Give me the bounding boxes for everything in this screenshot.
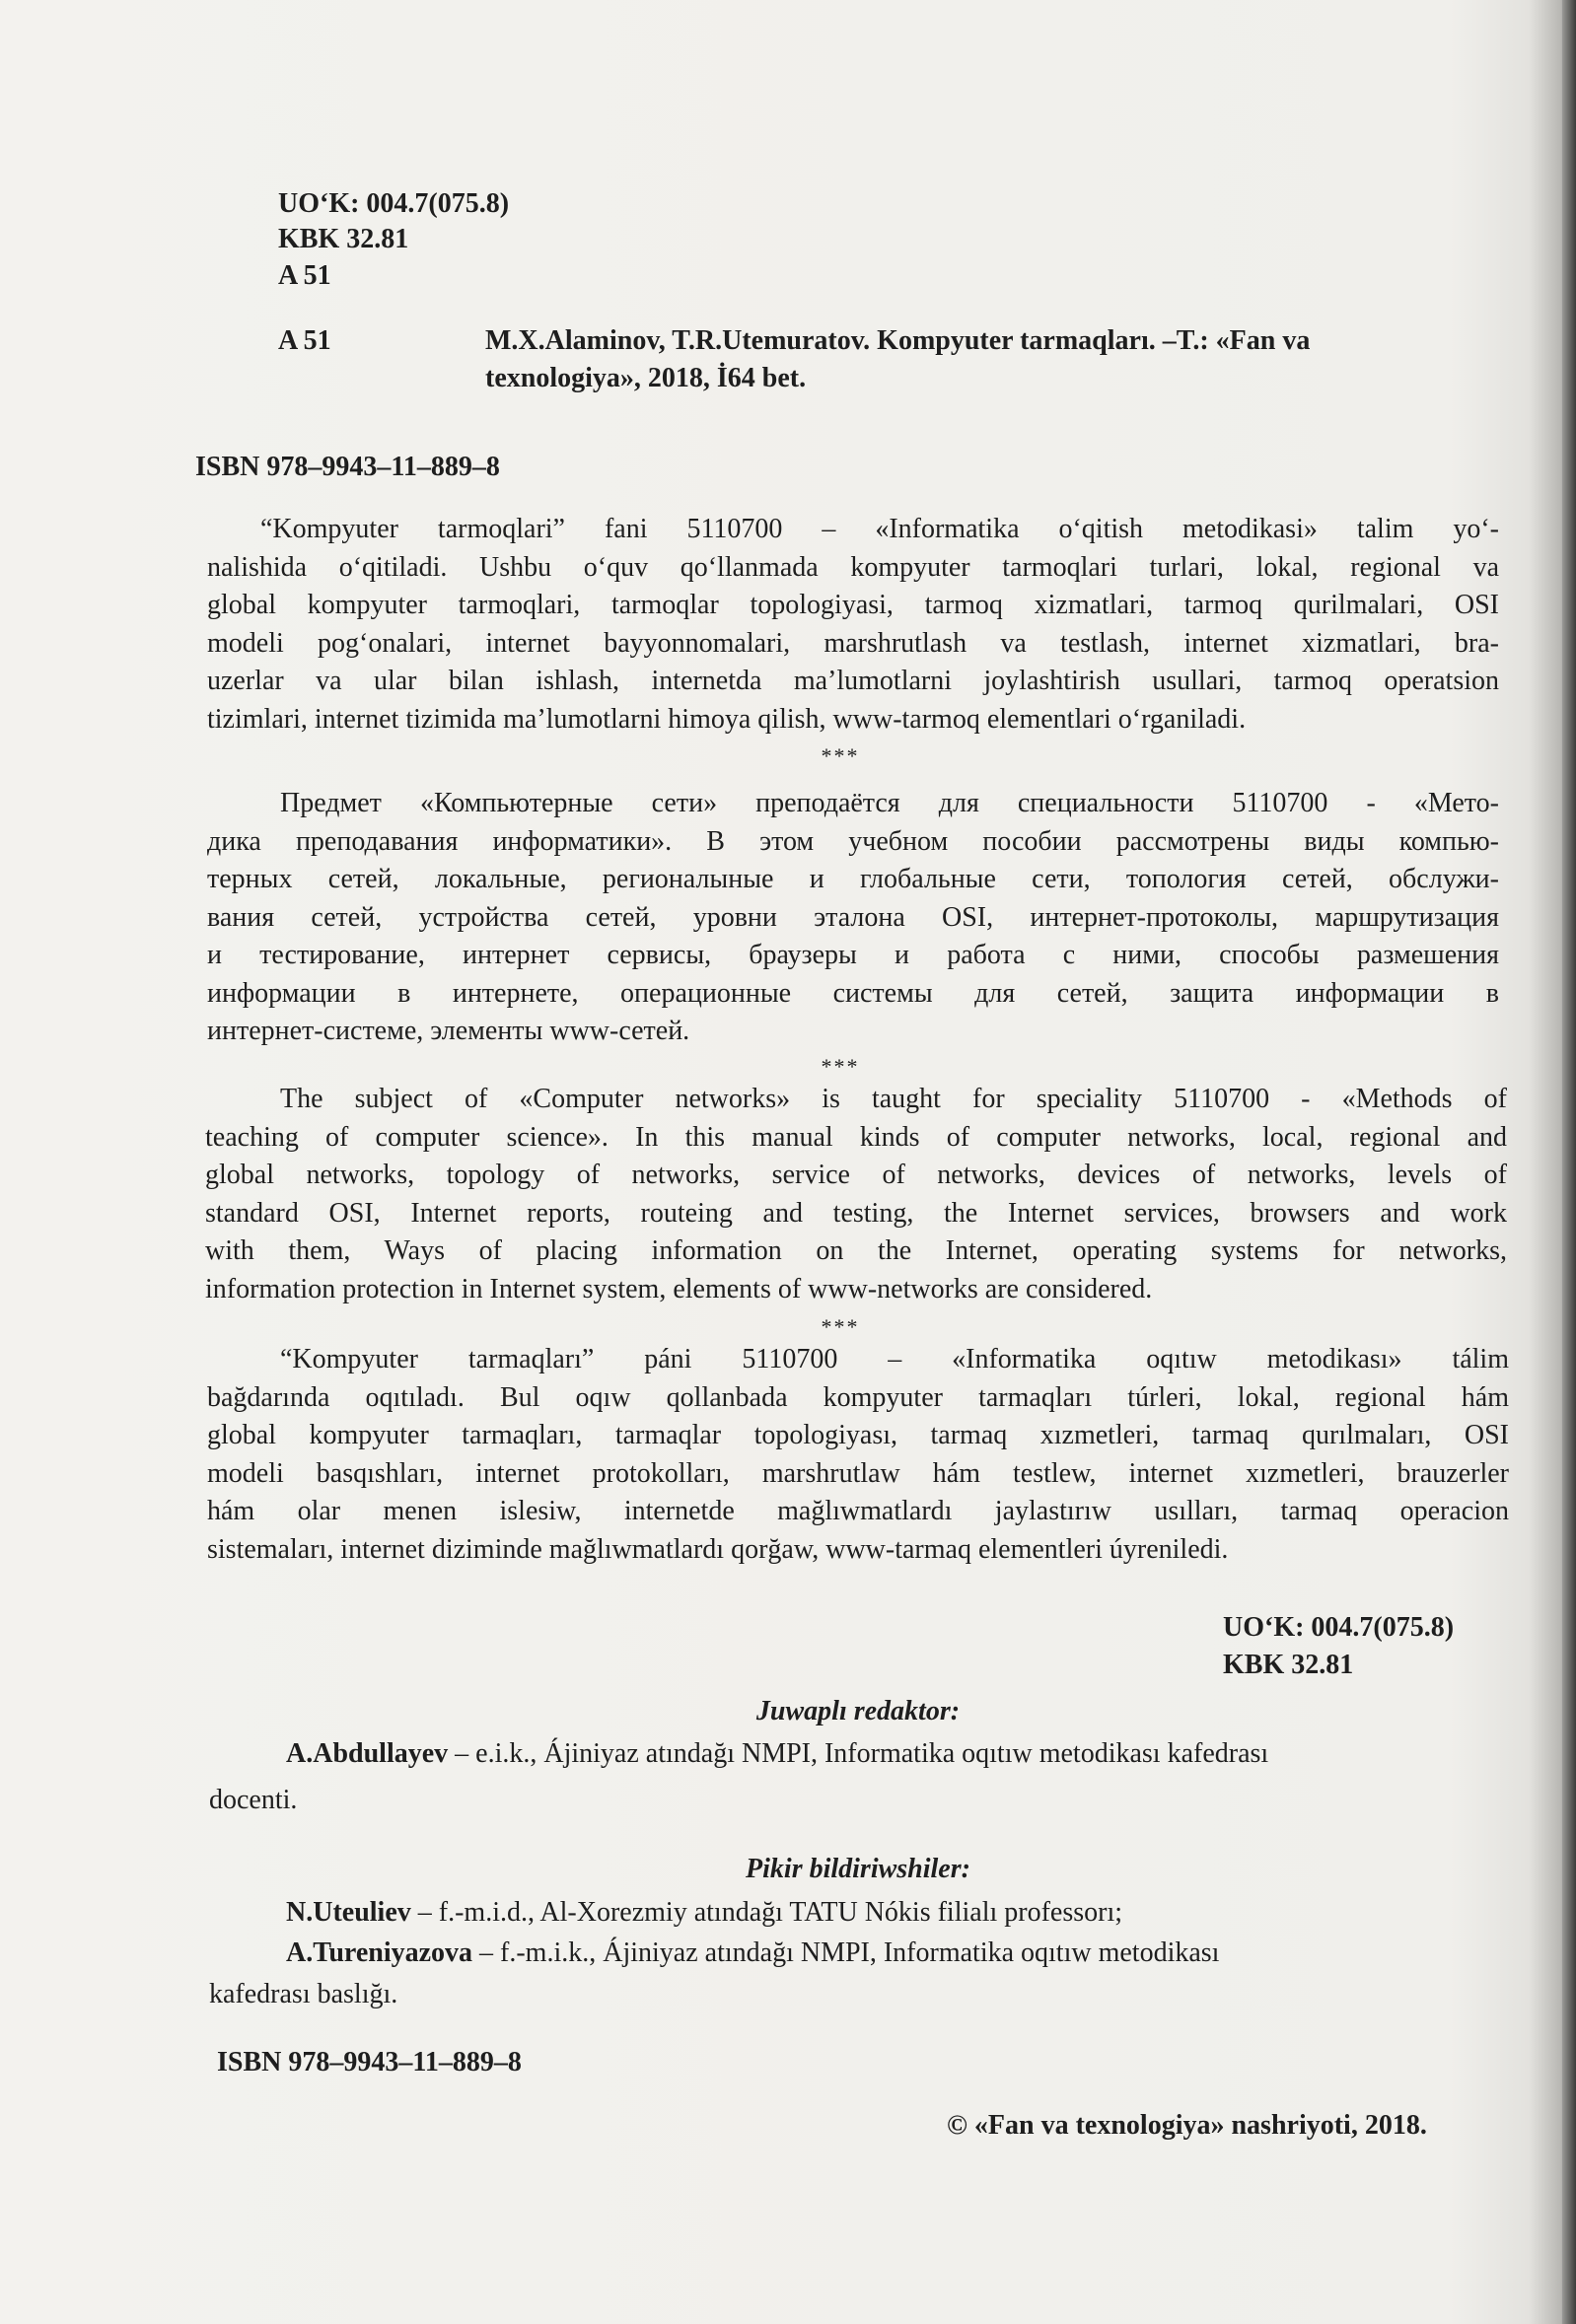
abstract-line: вания сетей, устройства сетей, уровни эталона OSI, интернет-протоколы, маршрутизация (207, 901, 1499, 933)
reviewers-heading: Pikir bildiriwshiler: (746, 1854, 970, 1884)
editor-heading: Juwaplı redaktor: (755, 1696, 961, 1726)
abstract-russian (207, 785, 1499, 1051)
abstract-line: The subject of «Computer networks» is taught for speciality 5110700 - «Methods of (280, 1084, 1507, 1114)
copyright: © «Fan va texnologiya» nashriyoti, 2018. (947, 2110, 1427, 2141)
reviewer-2-line-2: kafedrası baslığı. (209, 1979, 398, 2009)
abstract-uzbek (207, 511, 1499, 739)
separator: *** (821, 1054, 860, 1079)
author-index: A 51 (278, 260, 331, 291)
abstract-line: информации в интернете, операционные системы для сетей, защита информации в (207, 977, 1499, 1009)
reviewer-2-name: A.Tureniyazova (286, 1937, 473, 1968)
editor-details: – e.i.k., Ájiniyaz atındağı NMPI, Informatika oqıtıw metodikası kafedrası (448, 1738, 1269, 1769)
entry-line-1: M.X.Alaminov, T.R.Utemuratov. Kompyuter tarmaqları. –T.: «Fan va (485, 325, 1311, 356)
reviewer-1-details: – f.-m.i.d., Al-Xorezmiy atındağı TATU Nókis filialı professorı; (410, 1897, 1122, 1928)
abstract-line: standard OSI, Internet reports, routeing and testing, the Internet services, browsers and work (205, 1197, 1507, 1229)
abstract-line: “Kompyuter tarmoqlari” fani 5110700 – «Informatika o‘qitish metodikasi» talim yo‘- (260, 514, 1499, 544)
abstract-line: global kompyuter tarmaqları, tarmaqlar topologiyası, tarmaq xızmetleri, tarmaq qurılmaları, OSI (207, 1420, 1509, 1450)
isbn-bottom: ISBN 978–9943–11–889–8 (217, 2047, 522, 2078)
abstract-line: global kompyuter tarmoqlari, tarmoqlar topologiyasi, tarmoq xizmatlari, tarmoq qurilmalari, OSI (207, 590, 1499, 620)
abstract-line: дика преподавания информатики». В этом учебном пособии рассмотрены виды компью- (207, 825, 1499, 857)
udk-code-bottom: UO‘K: 004.7(075.8) (1223, 1612, 1455, 1643)
abstract-line: nalishida o‘qitiladi. Ushbu o‘quv qo‘llanmada kompyuter tarmoqlari turlari, lokal, regional va (207, 551, 1499, 583)
separator: *** (821, 743, 860, 768)
bbk-code: KBK 32.81 (278, 224, 409, 254)
abstract-line: uzerlar va ular bilan ishlash, internetda ma’lumotlarni joylashtirish usullari, tarmoq operatsion (207, 666, 1499, 696)
abstract-karakalpak (207, 1341, 1509, 1569)
entry-line-2: texnologiya», 2018, İ64 bet. (485, 363, 807, 393)
abstract-line: терных сетей, локальные, регионалыные и глобальные сети, топология сетей, обслужи- (207, 864, 1499, 894)
abstract-line: интернет-системе, элементы www-сетей. (207, 1016, 690, 1046)
separator: *** (821, 1314, 860, 1339)
abstract-line: hám olar menen islesiw, internetde mağlıwmatlardı jaylastırıw usılları, tarmaq operacion (207, 1496, 1509, 1526)
isbn-top: ISBN 978–9943–11–889–8 (195, 452, 500, 482)
abstract-line: modeli basqıshları, internet protokolları, marshrutlaw hám testlew, internet xızmetleri, brauzerler (207, 1457, 1509, 1489)
reviewer-2 (286, 1938, 1219, 1968)
editor-name: A.Abdullayev (286, 1738, 449, 1769)
editor-line-1 (286, 1739, 1268, 1769)
udk-code: UO‘K: 004.7(075.8) (278, 188, 510, 219)
abstract-line: и тестирование, интернет сервисы, браузеры и работа с ними, способы размешения (207, 940, 1499, 970)
abstract-english (205, 1081, 1507, 1308)
abstract-line: sistemaları, internet diziminde mağlıwmatlardı qorğaw, www-tarmaq elementleri úyreniledi. (207, 1533, 1229, 1565)
entry-index: A 51 (278, 325, 331, 356)
editor-line-2: docenti. (209, 1785, 298, 1815)
bbk-code-bottom: KBK 32.81 (1223, 1650, 1354, 1680)
abstract-line: information protection in Internet system, elements of www-networks are considered. (205, 1273, 1153, 1304)
abstract-line: tizimlari, internet tizimida ma’lumotlarni himoya qilish, www-tarmoq elementlari o‘rganiladi. (207, 703, 1247, 735)
abstract-line: “Kompyuter tarmaqları” páni 5110700 – «Informatika oqıtıw metodikası» tálim (280, 1344, 1509, 1374)
abstract-line: with them, Ways of placing information on the Internet, operating systems for networks, (205, 1235, 1507, 1266)
abstract-line: global networks, topology of networks, service of networks, devices of networks, levels of (205, 1160, 1507, 1190)
abstract-line: modeli pog‘onalari, internet bayyonnomalari, marshrutlash va testlash, internet xizmatlari, bra- (207, 627, 1499, 659)
reviewer-1-name: N.Uteuliev (286, 1897, 411, 1928)
abstract-line: Предмет «Компьютерные сети» преподаётся для специальности 5110700 - «Мето- (280, 788, 1499, 818)
abstract-line: bağdarında oqıtıladı. Bul oqıw qollanbada kompyuter tarmaqları túrleri, lokal, regional hám (207, 1381, 1509, 1413)
reviewer-1 (286, 1898, 1122, 1928)
abstract-line: teaching of computer science». In this manual kinds of computer networks, local, regional and (205, 1121, 1507, 1153)
reviewer-2-details: – f.-m.i.k., Ájiniyaz atındağı NMPI, Informatika oqıtıw metodikası (472, 1937, 1220, 1968)
book-spine-shadow (1562, 0, 1576, 2324)
